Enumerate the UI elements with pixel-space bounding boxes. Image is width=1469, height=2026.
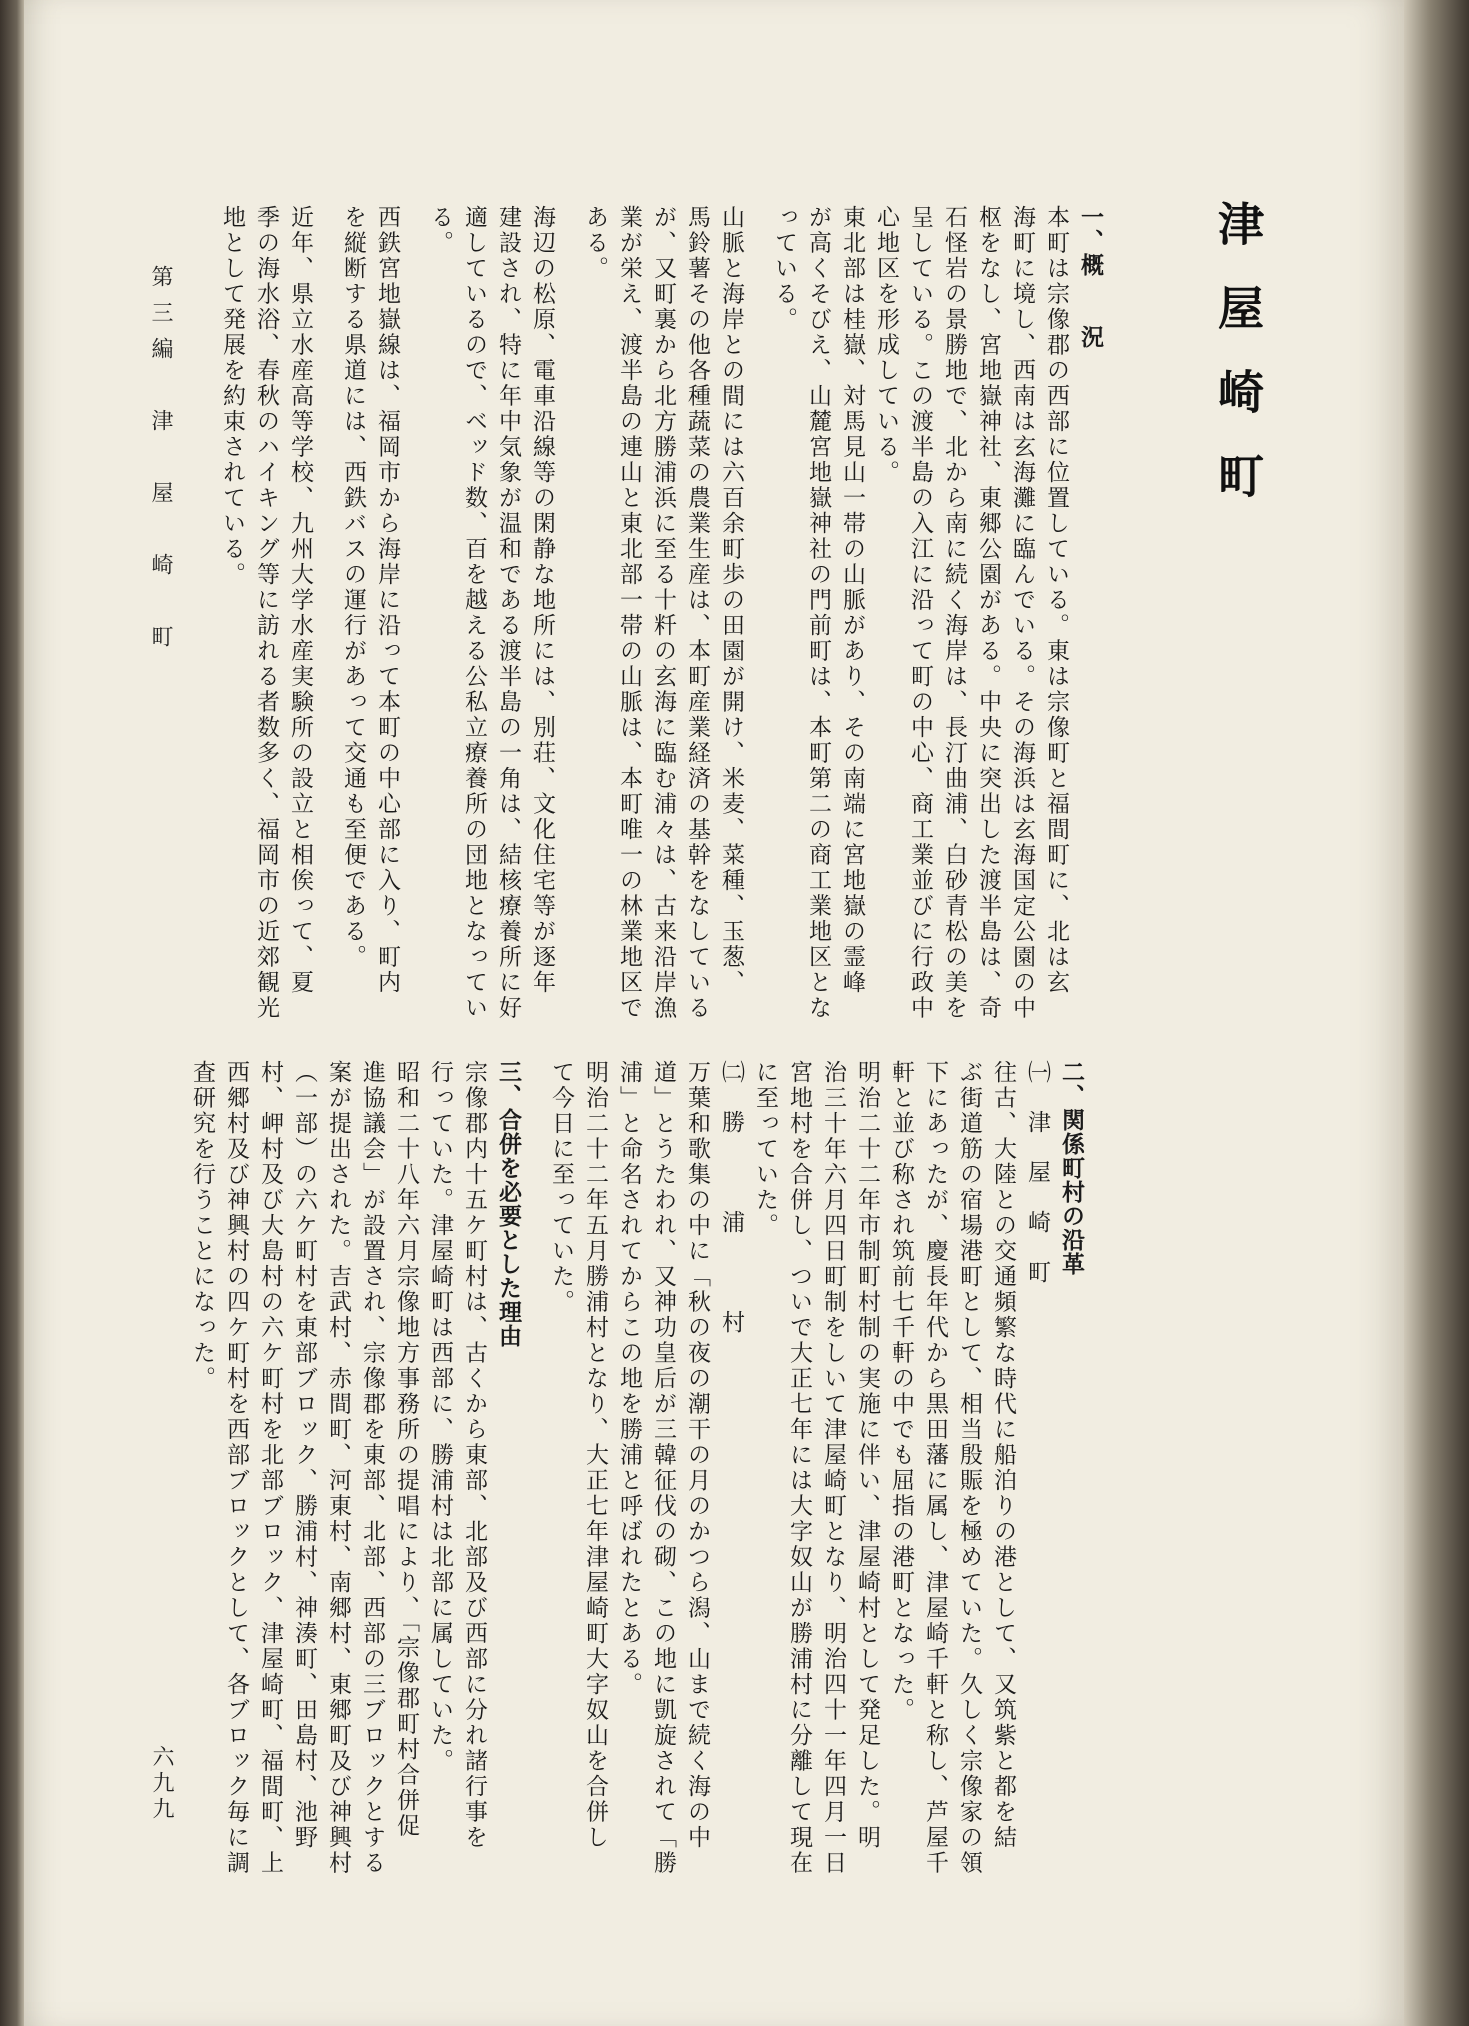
section-overview <box>215 205 1107 1025</box>
text-column: 軒と並び称され筑前七千軒の中でも屈指の港町となった。 <box>888 1060 914 1723</box>
text-column: 本町は宗像郡の西部に位置している。東は宗像町と福間町に、北は玄 <box>1043 205 1069 996</box>
section-heading-overview: 一、概 況 <box>1077 205 1103 349</box>
text-column: 道」とうたわれ、又神功皇后が三韓征伐の砌、この地に凱旋されて「勝 <box>650 1060 676 1876</box>
text-column: 適しているので、ベッド数、百を越える公私立療養所の団地となってい <box>461 205 487 1021</box>
text-column: 査研究を行うことになった。 <box>189 1060 215 1392</box>
section-heading-history: 二、関係町村の沿革 <box>1058 1060 1084 1276</box>
text-column: 浦」と命名されてからこの地を勝浦と呼ばれたとある。 <box>616 1060 642 1698</box>
text-column: 呈している。この渡半島の入江に沿って町の中心、商工業並びに行政中 <box>907 205 933 1021</box>
text-column: 明治二十二年五月勝浦村となり、大正七年津屋崎町大字奴山を合併し <box>582 1060 608 1851</box>
running-footer-chapter: 第三編 津 屋 崎 町 <box>148 265 173 661</box>
text-column: 建設され、特に年中気象が温和である渡半島の一角は、結核療養所に好 <box>495 205 521 1021</box>
text-column: 西郷村及び神興村の四ケ町村を西部ブロックとして、各ブロック毎に調 <box>223 1060 249 1876</box>
text-column: が、又町裏から北方勝浦浜に至る十粁の玄海に臨む浦々は、古来沿岸漁 <box>650 205 676 1021</box>
text-column: 西鉄宮地嶽線は、福岡市から海岸に沿って本町の中心部に入り、町内 <box>374 205 400 996</box>
scan-left-edge <box>0 0 24 2026</box>
text-column: 案が提出された。吉武村、赤間町、河東村、南郷村、東郷町及び神興村 <box>325 1060 351 1876</box>
scan-right-edge <box>1404 0 1469 2026</box>
text-column: 宗像郡内十五ケ町村は、古くから東部、北部及び西部に分れ諸行事を <box>461 1060 487 1851</box>
text-column: っている。 <box>771 205 797 333</box>
text-column: 業が栄え、渡半島の連山と東北部一帯の山脈は、本町唯一の林業地区で <box>616 205 642 1021</box>
text-column: 昭和二十八年六月宗像地方事務所の提唱により、「宗像郡町村合併促 <box>393 1060 419 1839</box>
text-column: が高くそびえ、山麓宮地嶽神社の門前町は、本町第二の商工業地区とな <box>805 205 831 1021</box>
text-column: 山脈と海岸との間には六百余町歩の田園が開け、米麦、菜種、玉葱、 <box>718 205 744 996</box>
text-column: 進協議会」が設置され、宗像郡を東部、北部、西部の三ブロックとする <box>359 1060 385 1876</box>
text-column: （一部）の六ケ町村を東部ブロック、勝浦村、神湊町、田島村、池野 <box>291 1060 317 1851</box>
text-column: 治三十年六月四日町制をしいて津屋崎町となり、明治四十一年四月一日 <box>820 1060 846 1876</box>
page-title: 津屋崎町 <box>1211 200 1265 536</box>
subsection-label-tsuyazaki: ㈠ 津 屋 崎 町 <box>1024 1060 1050 1285</box>
text-column: 石怪岩の景勝地で、北から南に続く海岸は、長汀曲浦、白砂青松の美を <box>941 205 967 1021</box>
text-column: ある。 <box>582 205 608 282</box>
text-column: 海町に境し、西南は玄海灘に臨んでいる。その海浜は玄海国定公園の中 <box>1009 205 1035 1021</box>
text-column: 万葉和歌集の中に「秋の夜の潮干の月のかつら潟、山まで続く海の中 <box>684 1060 710 1851</box>
subsection-label-katsuura: ㈡ 勝 浦 村 <box>718 1060 744 1335</box>
text-column: て今日に至っていた。 <box>548 1060 574 1315</box>
text-column: 季の海水浴、春秋のハイキング等に訪れる者数多く、福岡市の近郊観光 <box>253 205 279 1021</box>
text-column: を縦断する県道には、西鉄バスの運行があって交通も至便である。 <box>340 205 366 970</box>
text-column: 往古、大陸との交通頻繁な時代に船泊りの港として、又筑紫と都を結 <box>990 1060 1016 1851</box>
page-number: 六九九 <box>149 1745 174 1823</box>
text-column: 宮地村を合併し、ついで大正七年には大字奴山が勝浦村に分離して現在 <box>786 1060 812 1876</box>
text-column: 東北部は桂嶽、対馬見山一帯の山脈があり、その南端に宮地嶽の霊峰 <box>839 205 865 996</box>
text-column: 馬鈴薯その他各種蔬菜の農業生産は、本町産業経済の基幹をなしている <box>684 205 710 1021</box>
text-column: 近年、県立水産高等学校、九州大学水産実験所の設立と相俟って、夏 <box>287 205 313 996</box>
text-column: に至っていた。 <box>752 1060 778 1239</box>
text-column: 村、岬村及び大島村の六ケ町村を北部ブロック、津屋崎町、福間町、上 <box>257 1060 283 1876</box>
text-column: 下にあったが、慶長年代から黒田藩に属し、津屋崎千軒と称し、芦屋千 <box>922 1060 948 1876</box>
text-column: 地として発展を約束されている。 <box>219 205 245 588</box>
text-column: 心地区を形成している。 <box>873 205 899 486</box>
text-column: 行っていた。津屋崎町は西部に、勝浦村は北部に属していた。 <box>427 1060 453 1774</box>
text-column: 枢をなし、宮地嶽神社、東郷公園がある。中央に突出した渡半島は、奇 <box>975 205 1001 1021</box>
section-heading-merger: 三、合併を必要とした理由 <box>495 1060 521 1348</box>
text-column: る。 <box>427 205 453 256</box>
text-column: ぶ街道筋の宿場港町として、相当殷賑を極めていた。久しく宗像家の領 <box>956 1060 982 1876</box>
text-column: 海辺の松原、電車沿線等の閑静な地所には、別荘、文化住宅等が逐年 <box>529 205 555 996</box>
section-history-and-merger <box>185 1060 1088 1960</box>
text-column: 明治二十二年市制町村制の実施に伴い、津屋崎村として発足した。明 <box>854 1060 880 1851</box>
